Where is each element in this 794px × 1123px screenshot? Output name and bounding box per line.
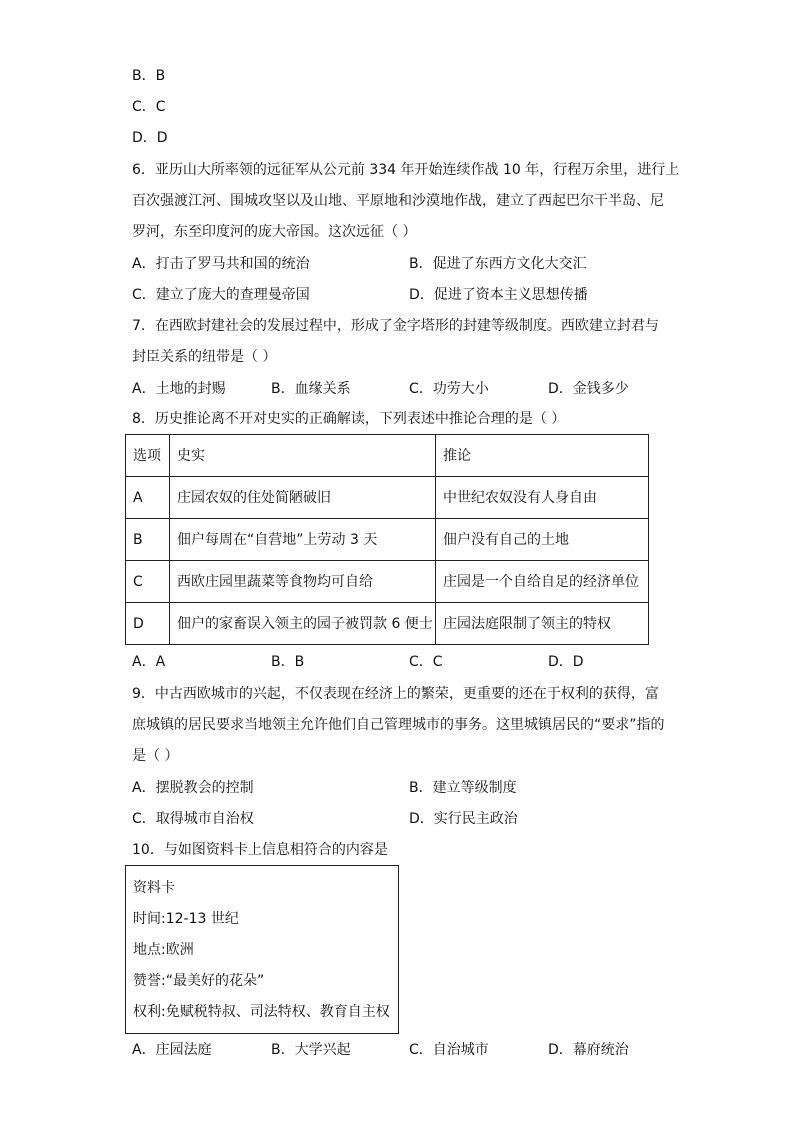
prev-option-b: B．B [132,68,166,84]
q8-option-a: A．A [132,654,166,670]
q8-option-d: D．D [548,654,584,670]
table-cell: 西欧庄园里蔬菜等食物均可自给 [170,561,436,603]
q6-option-a: A．打击了罗马共和国的统治 [132,256,310,272]
q7-option-c: C．功劳大小 [409,381,489,397]
table-cell: 庄园农奴的住处简陋破旧 [170,477,436,519]
q6-option-d: D．促进了资本主义思想传播 [409,287,588,303]
q8-table [125,434,649,645]
table-header-cell: 史实 [170,435,436,477]
q10-option-c: C．自治城市 [409,1042,489,1058]
prev-option-c: C．C [132,99,166,115]
table-cell: 中世纪农奴没有人身自由 [436,477,649,519]
table-header-cell: 选项 [126,435,170,477]
table-row [126,561,649,603]
q9-option-c: C．取得城市自治权 [132,811,254,827]
q9-stem-line-2: 庶城镇的居民要求当地领主允许他们自己管理城市的事务。这里城镇居民的“要求”指的 [132,717,665,733]
q6-stem-line-1: 6．亚历山大所率领的远征军从公元前 334 年开始连续作战 10 年，行程万余里，进行上 [132,162,680,178]
table-header-cell: 推论 [436,435,649,477]
table-cell: A [126,477,170,519]
table-cell: 庄园是一个自给自足的经济单位 [436,561,649,603]
info-card-title: 资料卡 [133,880,175,896]
prev-option-d: D．D [132,130,168,146]
table-cell: D [126,603,170,645]
q9-option-a: A．摆脱教会的控制 [132,780,254,796]
info-card-praise: 赞誉:“最美好的花朵” [133,973,265,989]
q7-option-d: D．金钱多少 [548,381,629,397]
q6-stem-line-3: 罗河，东至印度河的庞大帝国。这次远征（ ） [132,224,417,240]
q7-stem-line-2: 封臣关系的纽带是（ ） [132,349,277,365]
q10-option-a: A．庄园法庭 [132,1042,212,1058]
table-cell: 佃户的家畜误入领主的园子被罚款 6 便士 [170,603,436,645]
q7-stem-line-1: 7．在西欧封建社会的发展过程中，形成了金字塔形的封建等级制度。西欧建立封君与 [132,318,659,334]
q9-option-d: D．实行民主政治 [409,811,518,827]
table-cell: 庄园法庭限制了领主的特权 [436,603,649,645]
q6-option-c: C．建立了庞大的查理曼帝国 [132,287,310,303]
info-card [125,865,399,1034]
info-card-time: 时间:12-13 世纪 [133,911,239,927]
table-header-row [126,435,649,477]
q8-option-b: B．B [271,654,305,670]
q10-option-d: D．幕府统治 [548,1042,629,1058]
info-card-rights: 权利:免赋税特叔、司法特权、教育自主权 [133,1004,390,1020]
q10-option-b: B．大学兴起 [271,1042,351,1058]
q8-option-c: C．C [409,654,443,670]
q8-stem: 8．历史推论离不开对史实的正确解读，下列表述中推论合理的是（ ） [132,411,566,427]
q7-option-a: A．土地的封赐 [132,381,226,397]
table-row [126,519,649,561]
info-card-place: 地点:欧洲 [133,942,194,958]
table-row [126,603,649,645]
q9-stem-line-1: 9．中古西欧城市的兴起，不仅表现在经济上的繁荣，更重要的还在于权利的获得，富 [132,686,659,702]
table-cell: B [126,519,170,561]
table-row [126,477,649,519]
table-cell: 佃户每周在“自营地”上劳动 3 天 [170,519,436,561]
q7-option-b: B．血缘关系 [271,381,351,397]
q9-stem-line-3: 是（ ） [132,748,179,764]
q9-option-b: B．建立等级制度 [409,780,517,796]
q10-stem: 10．与如图资料卡上信息相符合的内容是 [132,842,388,858]
table-cell: C [126,561,170,603]
q6-option-b: B．促进了东西方文化大交汇 [409,256,587,272]
table-cell: 佃户没有自己的土地 [436,519,649,561]
q6-stem-line-2: 百次强渡江河、围城攻坚以及山地、平原地和沙漠地作战，建立了西起巴尔干半岛、尼 [132,193,664,209]
